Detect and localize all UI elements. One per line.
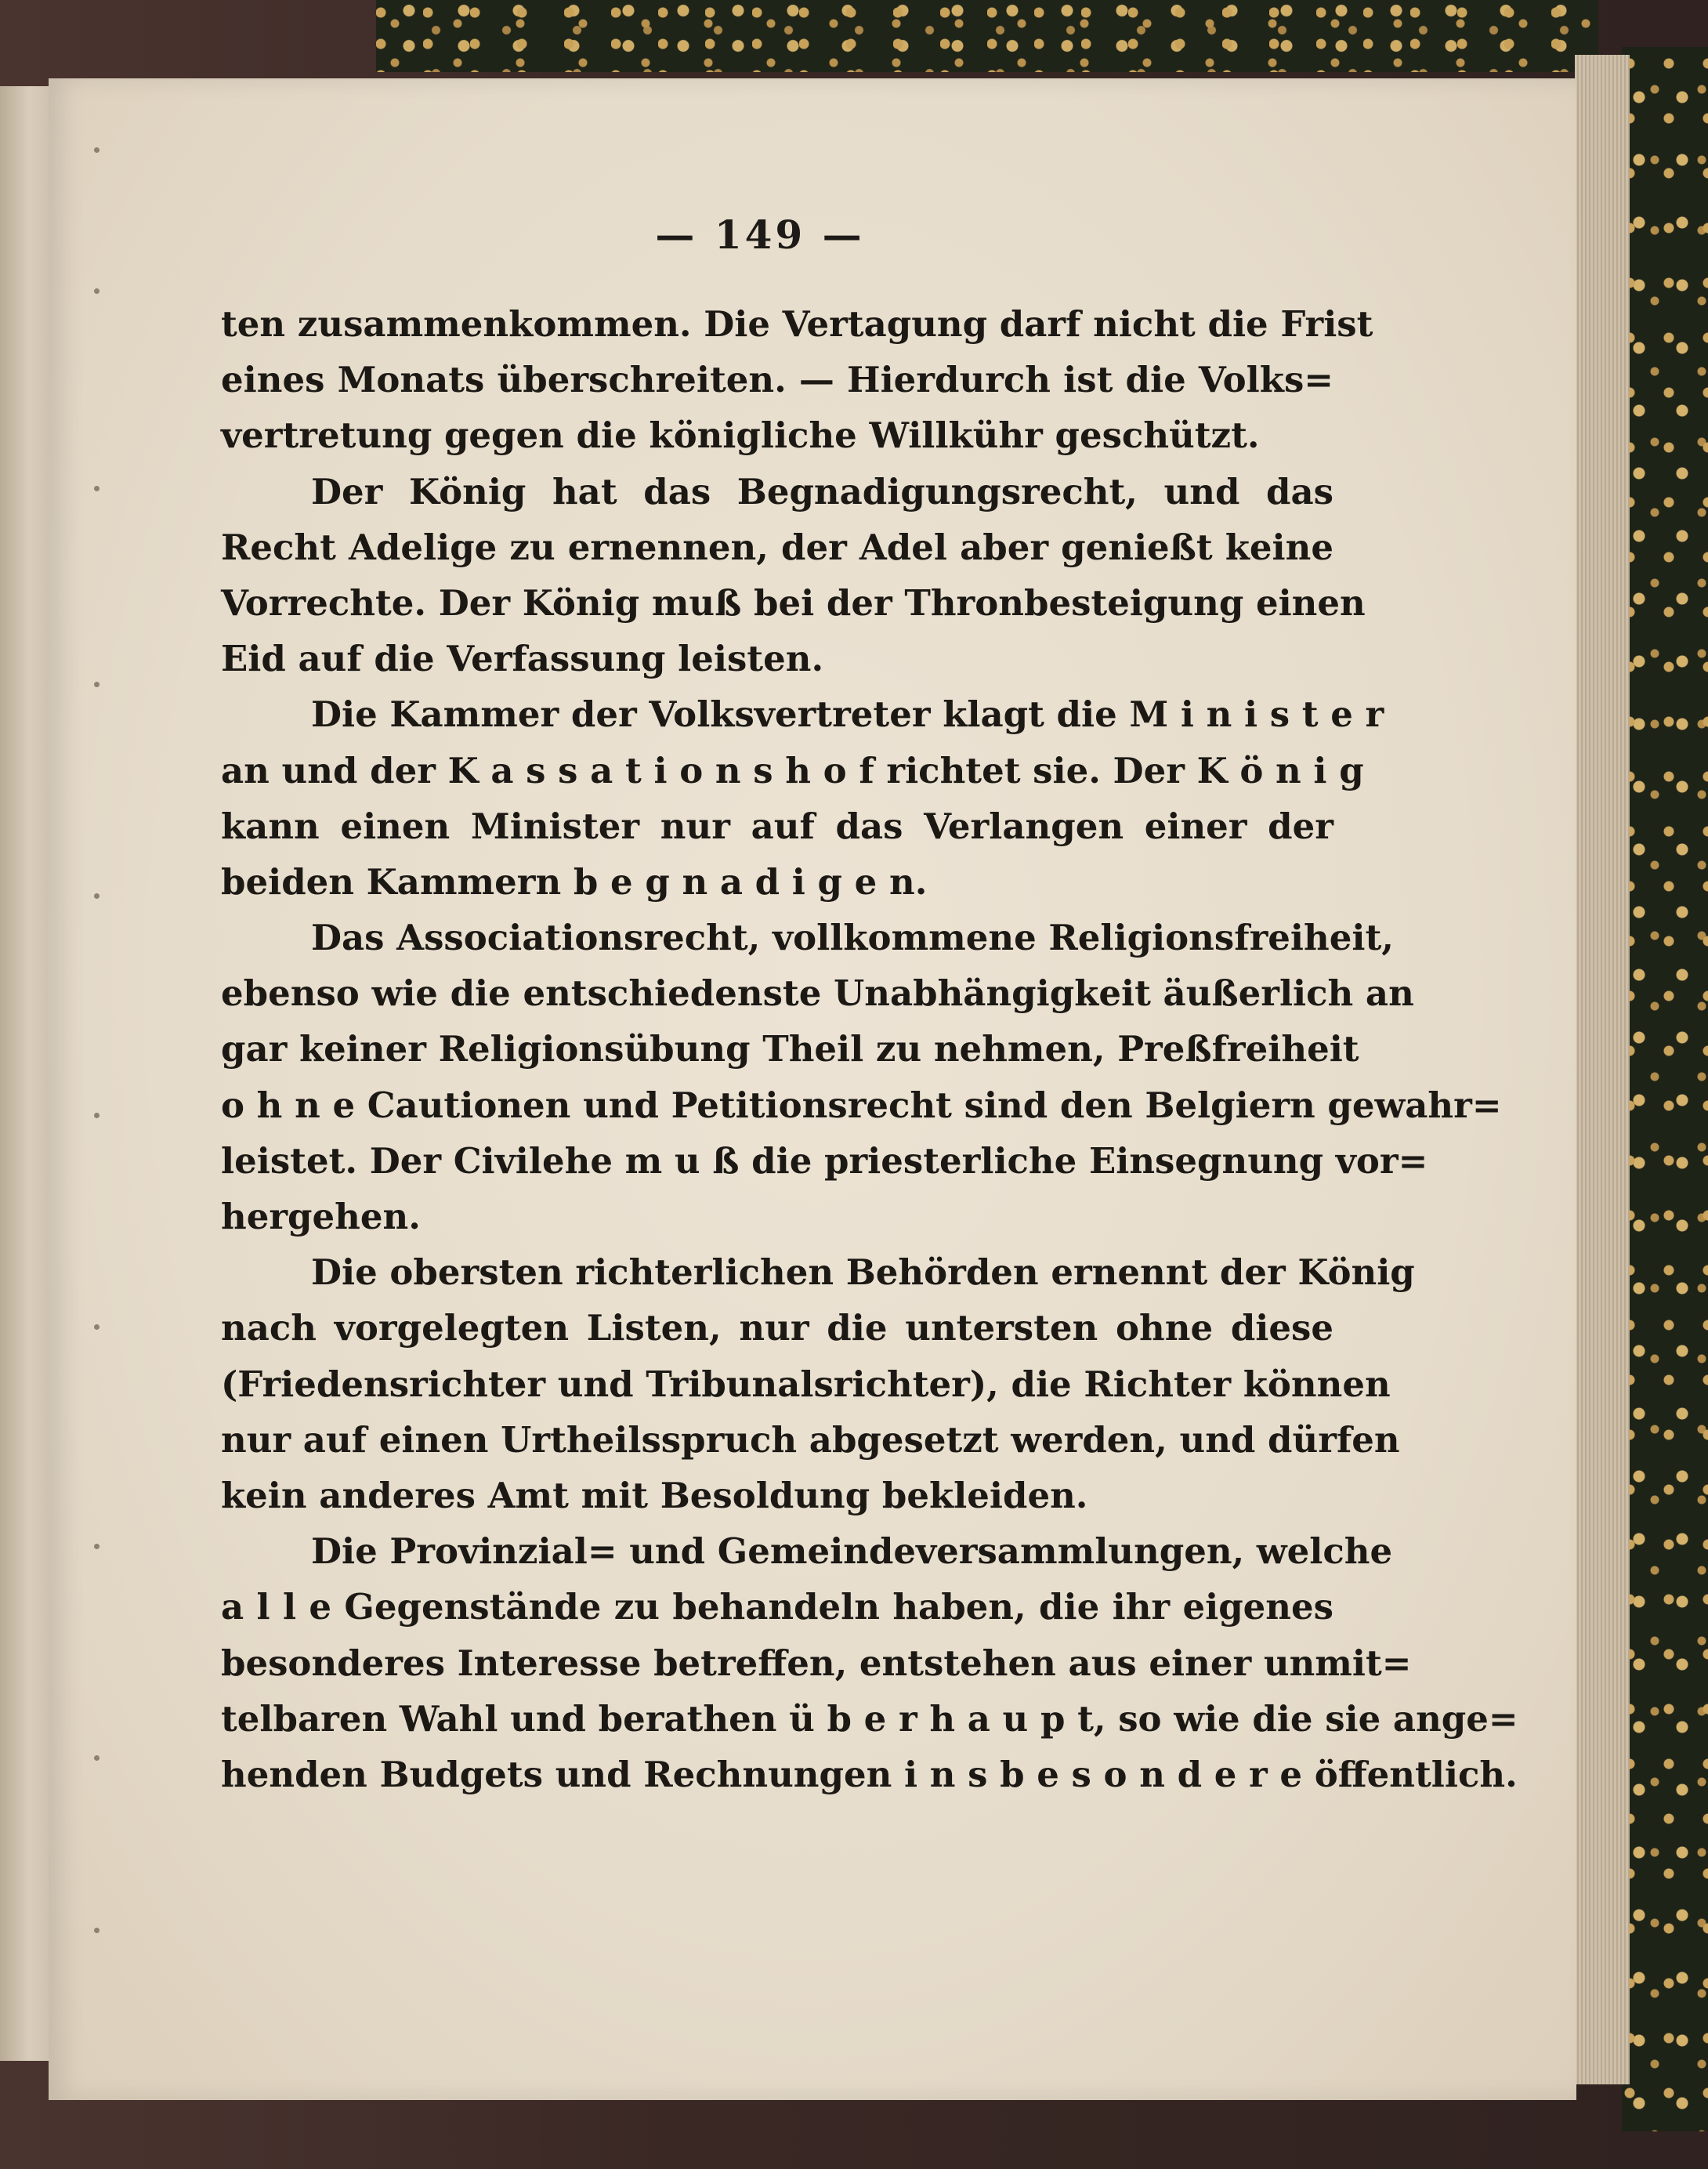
- text-line: kein anderes Amt mit Besoldung bekleiden.: [221, 1474, 1088, 1516]
- binding-stitch: [94, 1755, 100, 1761]
- marbled-endpaper-right: [1622, 47, 1708, 2131]
- binding-stitch: [94, 1544, 100, 1549]
- binding-stitch: [94, 288, 100, 294]
- text-line: Eid auf die Verfassung leisten.: [221, 638, 824, 680]
- text-line: Vorrechte. Der König muß bei der Thronbesteigung einen: [221, 581, 1366, 624]
- paragraph: [221, 686, 1384, 910]
- paragraph: [221, 1244, 1415, 1523]
- binding-stitch: [94, 682, 100, 687]
- text-line: ebenso wie die entschiedenste Unabhängigkeit äußerlich an: [221, 972, 1414, 1015]
- marbled-endpaper-top: [376, 0, 1598, 72]
- binding-stitch: [94, 1324, 100, 1330]
- binding-stitch: [94, 1928, 100, 1933]
- binding-stitch: [94, 147, 100, 153]
- text-line: Die Kammer der Volksvertreter klagt die M i n i s t e r: [311, 693, 1384, 736]
- text-line: gar keiner Religionsübung Theil zu nehmen, Preßfreiheit: [221, 1028, 1359, 1070]
- text-line: leistet. Der Civilehe m u ß die priesterliche Einsegnung vor=: [221, 1139, 1428, 1182]
- paragraph: [221, 296, 1373, 464]
- text-line: nach vorgelegten Listen, nur die untersten ohne diese: [221, 1307, 1333, 1349]
- text-line: ten zusammenkommen. Die Vertagung darf nicht die Frist: [221, 303, 1373, 345]
- text-line: o h n e Cautionen und Petitionsrecht sind den Belgiern gewahr=: [221, 1084, 1502, 1126]
- text-line: Die obersten richterlichen Behörden ernennt der König: [311, 1251, 1415, 1294]
- binding-stitch: [94, 1113, 100, 1118]
- binding-stitch: [94, 893, 100, 899]
- text-line: Der König hat das Begnadigungsrecht, und das: [311, 470, 1333, 512]
- body-text: [221, 296, 1518, 1802]
- text-line: an und der K a s s a t i o n s h o f richtet sie. Der K ö n i g: [221, 749, 1364, 791]
- text-line: vertretung gegen die königliche Willkühr geschützt.: [221, 415, 1260, 457]
- binding-stitch: [94, 486, 100, 491]
- text-line: beiden Kammern b e g n a d i g e n.: [221, 860, 928, 903]
- text-line: Recht Adelige zu ernennen, der Adel aber genießt keine: [221, 526, 1333, 568]
- text-line: eines Monats überschreiten. — Hierdurch ist die Volks=: [221, 359, 1333, 401]
- page-stack-edge: [1575, 55, 1630, 2084]
- text-line: henden Budgets und Rechnungen i n s b e s o n d e r e öffentlich.: [221, 1753, 1518, 1795]
- text-line: a l l e Gegenstände zu behandeln haben, die ihr eigenes: [221, 1586, 1333, 1628]
- text-line: Die Provinzial= und Gemeindeversammlungen, welche: [311, 1530, 1393, 1573]
- text-line: besonderes Interesse betreffen, entstehen aus einer unmit=: [221, 1642, 1412, 1684]
- paragraph: [221, 1523, 1518, 1802]
- page-number: — 149 —: [655, 212, 865, 258]
- text-line: telbaren Wahl und berathen ü b e r h a u p t, so wie die sie ange=: [221, 1697, 1518, 1740]
- paragraph: [221, 464, 1366, 687]
- paragraph: [221, 910, 1502, 1244]
- text-line: nur auf einen Urtheilsspruch abgesetzt werden, und dürfen: [221, 1418, 1400, 1461]
- text-line: Das Associationsrecht, vollkommene Religionsfreiheit,: [311, 917, 1394, 959]
- text-line: (Friedensrichter und Tribunalsrichter), die Richter können: [221, 1363, 1391, 1405]
- text-line: kann einen Minister nur auf das Verlangen einer der: [221, 805, 1333, 847]
- text-line: hergehen.: [221, 1196, 421, 1237]
- facing-page-edge: [0, 86, 49, 2061]
